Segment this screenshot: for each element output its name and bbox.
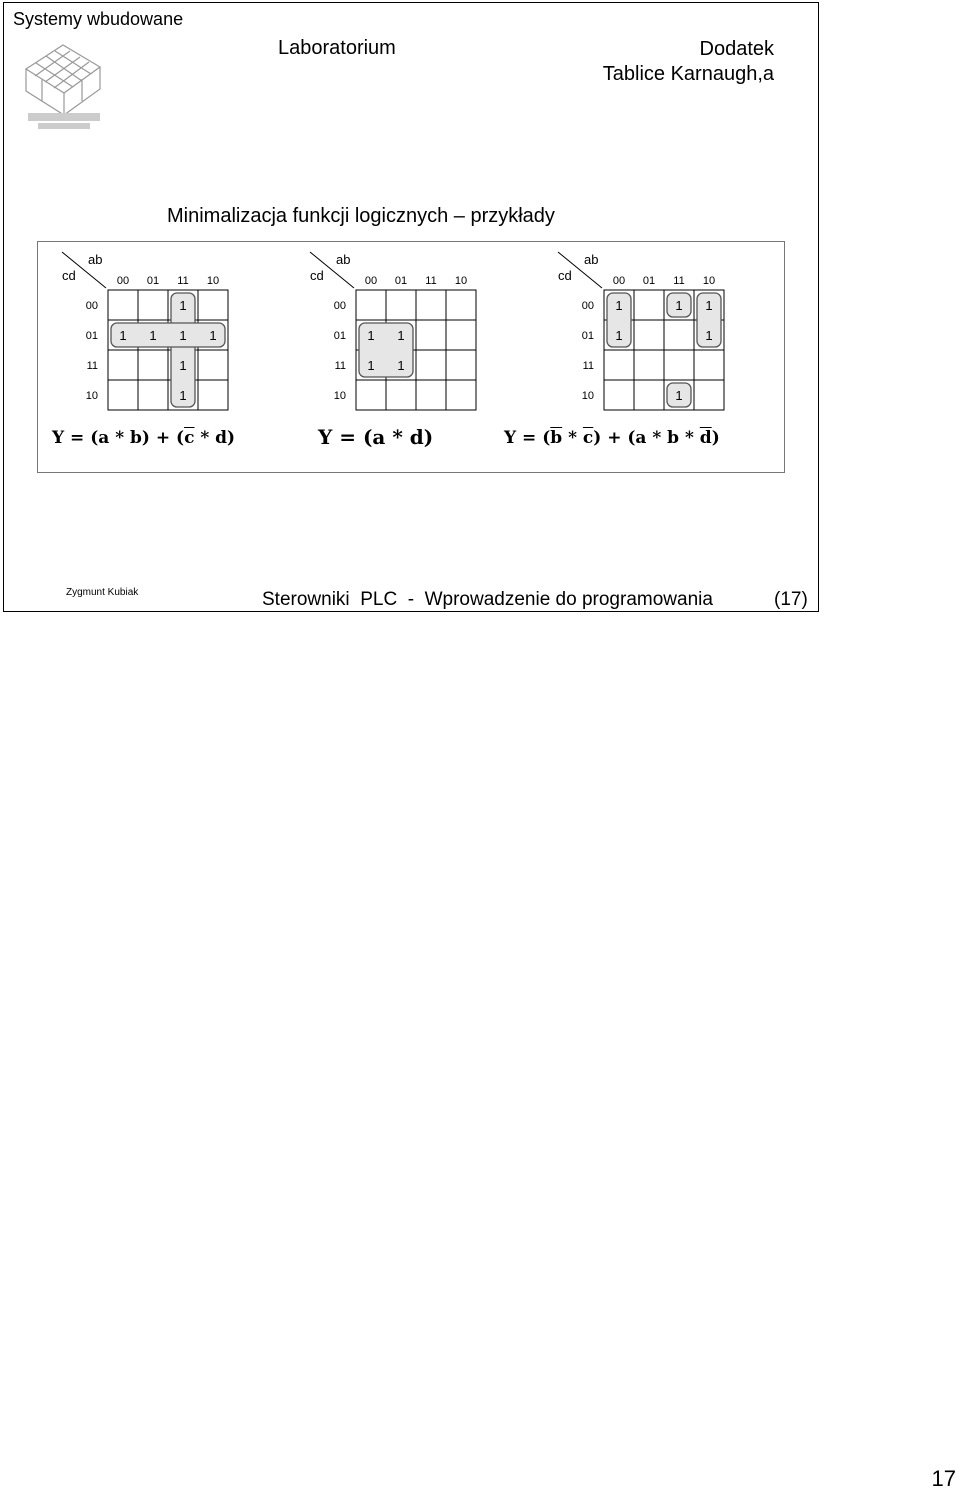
kmap-cell [416,350,446,380]
kmap-cell [634,380,664,410]
column-label: 00 [612,275,626,287]
kmap-cell [694,380,724,410]
row-label: 11 [86,360,98,372]
formula-1-negated-c: $\overline{c}$ [184,428,195,448]
kmap-cell [356,290,386,320]
kmap-cell [138,380,168,410]
appendix-line-2: Tablice Karnaugh,a [602,63,774,85]
row-label: 01 [581,330,594,342]
row-label: 10 [333,390,346,402]
appendix-line-1: Dodatek [699,38,774,60]
formula-3-part-3: ) + (a * b * [593,428,700,448]
formula-3: $Y = (\overline{b} * \overline{c}) + (a * b * \overline{d})$ [504,428,720,448]
appendix-title [603,37,774,87]
row-label: 00 [581,300,594,312]
formula-3-negated-c: $\overline{c}$ [582,428,594,448]
row-label: 11 [582,360,594,372]
column-label: 01 [394,275,408,287]
column-label: 00 [364,275,378,287]
formula-1-lhs: Y [52,428,65,448]
kmap-cell [634,350,664,380]
kmap-cell-value: 1 [705,298,713,313]
column-label: 10 [454,275,468,287]
kmap-cell-value: 1 [675,388,683,403]
cd-label: cd [62,268,76,283]
kmap-cell [446,380,476,410]
kmap-cell-value: 1 [179,388,187,403]
kmap-cell-value: 1 [179,328,187,343]
kmap-cell [386,290,416,320]
formula-2-lhs: Y [318,425,333,449]
row-label: 01 [333,330,346,342]
kmap-cell [386,380,416,410]
kmap-cell [108,380,138,410]
ab-label: ab [336,252,351,267]
kmap-cell-value: 1 [149,328,157,343]
kmap-cell-value: 1 [119,328,127,343]
kmap-cell-value: 1 [179,298,187,313]
ab-label: ab [88,252,103,267]
kmap-cell [138,290,168,320]
slide-number: (17) [774,589,808,610]
kmap-cell [198,290,228,320]
kmap-cell-value: 1 [209,328,217,343]
university-logo [18,39,108,139]
kmap-cell-value: 1 [397,328,405,343]
column-label: 10 [702,275,716,287]
kmap-cell [446,320,476,350]
kmap-cell-value: 1 [397,358,405,373]
column-label: 10 [206,275,220,287]
kmap-cell [198,350,228,380]
cd-label: cd [310,268,324,283]
karnaugh-map-1 [48,242,298,422]
row-label: 00 [333,300,346,312]
kmap-cell-value: 1 [367,328,375,343]
kmap-figure [37,241,785,473]
course-title: Systemy wbudowane [13,9,184,29]
cd-label: cd [558,268,572,283]
row-label: 10 [581,390,594,402]
formula-2: Y = (a * d) [318,425,434,449]
kmap-cell [108,350,138,380]
kmap-cell-value: 1 [615,298,623,313]
column-label: 01 [146,275,160,287]
kmap-cell [108,290,138,320]
karnaugh-map-2 [296,242,546,422]
kmap-cell [634,320,664,350]
formula-3-lhs: Y [504,428,517,448]
column-label: 11 [673,275,685,287]
formula-1-part-1: (a * b) + ( [90,428,185,448]
formula-3-negated-d: $\overline{d}$ [699,428,712,448]
row-label: 11 [334,360,346,372]
formula-3-part-2: * [562,428,583,448]
kmap-cell [446,290,476,320]
kmap-cell [604,350,634,380]
footer-title: Sterowniki PLC - Wprowadzenie do programowania [262,589,713,610]
kmap-cell [198,380,228,410]
kmap-cell [664,320,694,350]
kmap-cell [604,380,634,410]
kmap-cell [416,290,446,320]
kmap-cell [446,350,476,380]
kmap-group-outline [111,323,225,347]
ab-label: ab [584,252,599,267]
column-label: 00 [116,275,130,287]
column-label: 11 [177,275,189,287]
kmap-cell [694,350,724,380]
row-label: 01 [85,330,98,342]
lab-title: Laboratorium [278,37,396,59]
formula-3-part-1: ( [542,428,551,448]
formula-2-part-1: (a * d) [362,425,434,449]
formula-1-part-3: * d) [194,428,236,448]
kmap-cell-value: 1 [367,358,375,373]
formula-3-negated-b: $\overline{b}$ [550,428,563,448]
kmap-cell [416,380,446,410]
slide [3,2,819,612]
kmap-cell [634,290,664,320]
row-label: 10 [85,390,98,402]
footer-author: Zygmunt Kubiak [66,587,139,598]
kmap-cell [356,380,386,410]
kmap-cell-value: 1 [615,328,623,343]
column-label: 11 [425,275,437,287]
formula-1: $Y = (a * b) + (\overline{c} * d)$ [52,428,236,448]
kmap-cell-value: 1 [179,358,187,373]
kmap-cell [664,350,694,380]
row-label: 00 [85,300,98,312]
kmap-cell-value: 1 [705,328,713,343]
karnaugh-map-3 [544,242,794,422]
formula-3-part-4: ) [711,428,720,448]
kmap-cell-value: 1 [675,298,683,313]
page-number: 17 [931,1466,956,1491]
kmap-cell [416,320,446,350]
kmap-cell [138,350,168,380]
section-title: Minimalizacja funkcji logicznych – przykłady [167,205,555,227]
column-label: 01 [642,275,656,287]
